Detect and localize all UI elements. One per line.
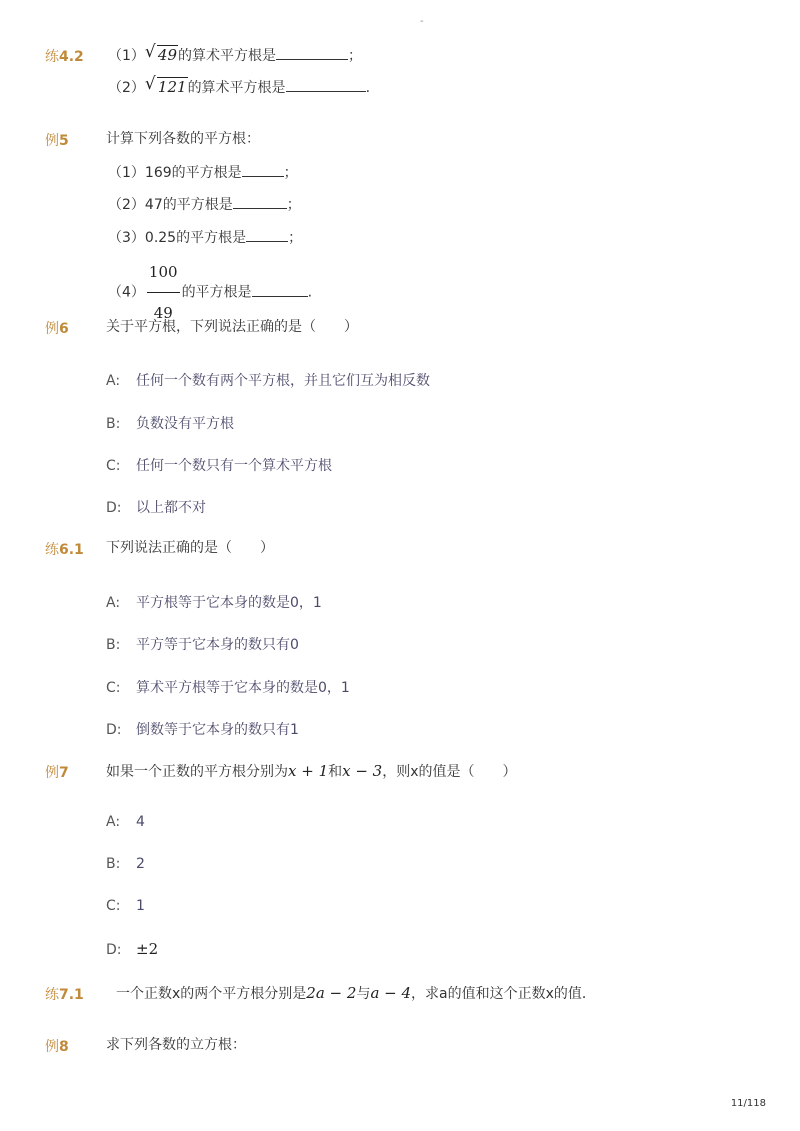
example-5-tag: 例5: [45, 133, 69, 149]
exercise-7-1-tag: 练7.1: [45, 987, 84, 1003]
exercise-7-1-stem: 一个正数x的两个平方根分别是2a − 2与a − 4，求a的值和这个正数x的值．: [116, 984, 596, 1002]
example-7-option-c[interactable]: C: 1: [106, 898, 145, 914]
answer-blank: [233, 194, 287, 209]
exercise-6-1-stem: 下列说法正确的是（ ）: [106, 540, 274, 556]
example-5-q1: （1）169的平方根是 ；: [108, 162, 298, 183]
example-7-option-d[interactable]: D: ±2: [106, 940, 159, 958]
sqrt-49: √ 49: [144, 42, 178, 64]
exercise-6-1-option-c[interactable]: C: 算术平方根等于它本身的数是0，1: [106, 680, 350, 696]
example-7-option-b[interactable]: B: 2: [106, 856, 145, 872]
fraction-100-49: $\frac{100}{49}$: [147, 252, 180, 333]
example-8-stem: 求下列各数的立方根：: [106, 1037, 246, 1053]
exercise-6-1-tag: 练6.1: [45, 542, 84, 558]
example-7-tag: 例7: [45, 765, 69, 781]
example-7-option-a[interactable]: A: 4: [106, 814, 145, 830]
exercise-6-1-option-b[interactable]: B: 平方等于它本身的数只有0: [106, 637, 299, 653]
example-6-option-a[interactable]: A: 任何一个数有两个平方根，并且它们互为相反数: [106, 373, 430, 389]
example-5-q4: （4） $\frac{100}{49}$ 的平方根是 .: [108, 252, 312, 333]
exercise-6-1-option-d[interactable]: D: 倒数等于它本身的数只有1: [106, 722, 299, 738]
sqrt-121: √ 121: [144, 74, 187, 96]
example-5-q2: （2）47的平方根是 ；: [108, 194, 301, 215]
answer-blank: [242, 162, 284, 177]
example-7-stem: 如果一个正数的平方根分别为x + 1和x − 3，则x的值是（ ）: [106, 762, 517, 780]
example-6-option-c[interactable]: C: 任何一个数只有一个算术平方根: [106, 458, 332, 474]
answer-blank: [252, 282, 308, 297]
example-6-option-d[interactable]: D: 以上都不对: [106, 500, 206, 516]
exercise-4-2-q2: （2） √ 121的算术平方根是 .: [108, 74, 371, 96]
exercise-6-1-option-a[interactable]: A: 平方根等于它本身的数是0，1: [106, 595, 322, 611]
example-6-option-b[interactable]: B: 负数没有平方根: [106, 416, 234, 432]
exercise-4-2-q1: （1） √ 49的算术平方根是 ；: [108, 42, 363, 64]
example-8-tag: 例8: [45, 1039, 69, 1055]
answer-blank: [276, 45, 348, 60]
expression-a-minus-4: a − 4: [370, 984, 412, 1002]
example-6-tag: 例6: [45, 321, 69, 337]
expression-x-minus-3: x − 3: [342, 762, 383, 780]
answer-blank: [246, 227, 288, 242]
exercise-4-2-tag: 练4.2: [45, 49, 84, 65]
expression-2a-minus-2: 2a − 2: [306, 984, 357, 1002]
example-5-q3: （3）0.25的平方根是 ；: [108, 227, 302, 248]
example-5-stem: 计算下列各数的平方根：: [106, 131, 260, 147]
example-6-stem: 关于平方根，下列说法正确的是（ ）: [106, 319, 358, 335]
answer-blank: [286, 77, 366, 92]
expression-x-plus-1: x + 1: [288, 762, 329, 780]
page-number: 11/118: [730, 1098, 766, 1109]
top-mark: -: [420, 16, 424, 27]
